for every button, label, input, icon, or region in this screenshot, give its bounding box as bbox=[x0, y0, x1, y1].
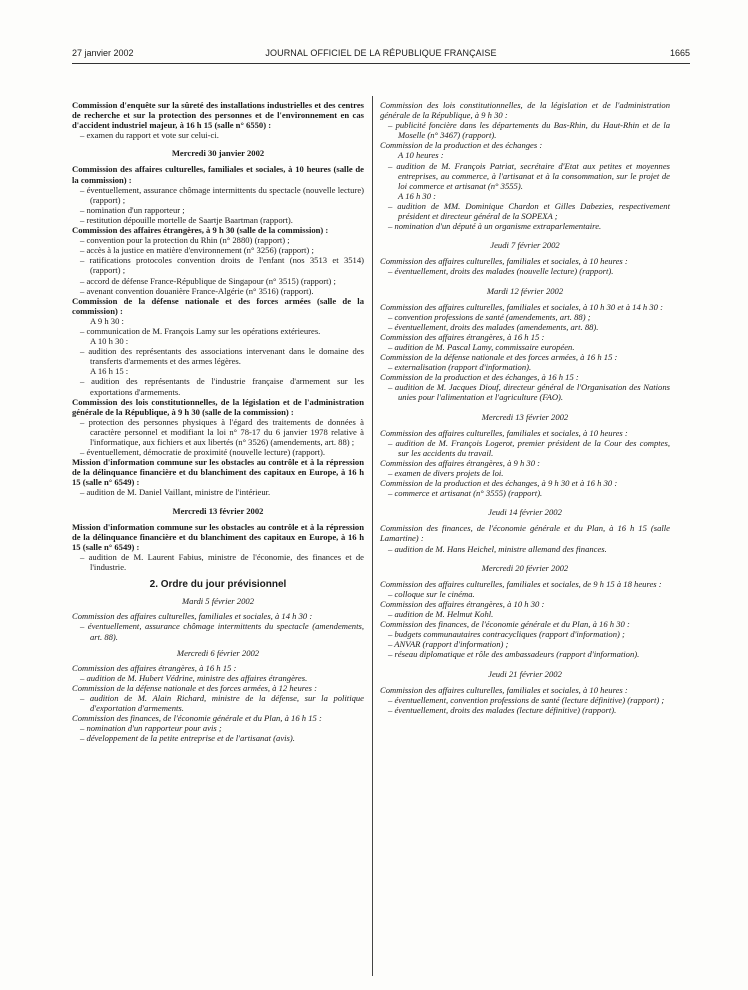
entry-items bbox=[72, 487, 364, 497]
agenda-item: – ANVAR (rapport d'information) ; bbox=[380, 639, 670, 649]
agenda-item: – éventuellement, démocratie de proximité (nouvelle lecture) (rapport). bbox=[72, 447, 364, 457]
entry-items bbox=[72, 621, 364, 641]
entry-affaires-culturelles: Commission des affaires culturelles, familiales et sociales, à 10 heures : bbox=[380, 427, 628, 438]
date-heading: Mardi 5 février 2002 bbox=[181, 596, 254, 607]
entry-items bbox=[380, 488, 670, 498]
journal-title: JOURNAL OFFICIEL DE LA RÉPUBLIQUE FRANÇAISE bbox=[265, 48, 497, 58]
agenda-item: – audition de MM. Dominique Chardon et Gilles Dabezies, respectivement président et directeur général de la SOPEXA ; bbox=[380, 201, 670, 221]
agenda-item: – accès à la justice en matière d'environnement (n° 3256) (rapport) ; bbox=[72, 245, 364, 255]
header-rule bbox=[72, 63, 690, 64]
entry-affaires-culturelles: Commission des affaires culturelles, familiales et sociales, à 10 heures : bbox=[380, 256, 628, 267]
section-heading: 2. Ordre du jour prévisionnel bbox=[149, 579, 287, 591]
agenda-item: – budgets communautaires contracycliques (rapport d'information) ; bbox=[380, 629, 670, 639]
entry-items bbox=[380, 609, 670, 619]
time-label: A 16 h 15 : bbox=[90, 366, 129, 377]
header-date: 27 janvier 2002 bbox=[72, 48, 134, 58]
entry-defense: Commission de la défense nationale et des forces armées, à 12 heures : bbox=[72, 682, 317, 693]
agenda-item: – audition de M. Daniel Vaillant, ministre de l'intérieur. bbox=[72, 487, 364, 497]
left-column bbox=[72, 100, 364, 743]
entry-affaires-etrangeres: Commission des affaires étrangères, à 9 h 30 : bbox=[380, 457, 541, 468]
agenda-item: – publicité foncière dans les départements du Bas-Rhin, du Haut-Rhin et de la Moselle (n° 3467) (rapport). bbox=[380, 120, 670, 140]
time-label: A 16 h 30 : bbox=[398, 190, 437, 201]
agenda-item: – nomination d'un député à un organisme extraparlementaire. bbox=[380, 221, 670, 231]
agenda-item: – éventuellement, convention professions de santé (lecture définitive) (rapport) ; bbox=[380, 695, 670, 705]
agenda-item: – audition des représentants des associations intervenant dans le domaine des transferts d'armements et des armes légères. bbox=[72, 346, 364, 366]
entry-affaires-culturelles: Commission des affaires culturelles, familiales et sociales, de 9 h 15 à 18 heures : bbox=[380, 578, 662, 589]
agenda-item: – développement de la petite entreprise et de l'artisanat (avis). bbox=[72, 733, 364, 743]
page-header bbox=[72, 48, 690, 64]
agenda-item: – colloque sur le cinéma. bbox=[380, 589, 670, 599]
entry-items bbox=[72, 130, 364, 140]
entry-items bbox=[380, 266, 670, 276]
entry-items bbox=[380, 589, 670, 599]
agenda-item: – convention professions de santé (amendements, art. 88) ; bbox=[380, 312, 670, 322]
entry-items bbox=[380, 438, 670, 458]
agenda-item: – audition de M. Hubert Védrine, ministre des affaires étrangères. bbox=[72, 673, 364, 683]
agenda-item: – audition de M. Helmut Kohl. bbox=[380, 609, 670, 619]
entry-affaires-culturelles: Commission des affaires culturelles, familiales et sociales, à 14 h 30 : bbox=[72, 611, 313, 622]
entry-items bbox=[380, 201, 670, 231]
entry-items bbox=[380, 544, 670, 554]
entry-production: Commission de la production et des échanges : bbox=[380, 140, 543, 151]
entry-lois: Commission des lois constitutionnelles, de la législation et de l'administration générale de la République, à 9 h 30 (salle de la commission) : bbox=[72, 396, 364, 417]
date-heading: Mercredi 13 février 2002 bbox=[172, 505, 264, 516]
entry-items bbox=[380, 695, 670, 715]
agenda-item: – éventuellement, droits des malades (lecture définitive) (rapport). bbox=[380, 705, 670, 715]
entry-finances: Commission des finances, de l'économie générale et du Plan, à 16 h 15 (salle Lamartine) : bbox=[380, 523, 670, 544]
entry-defense: Commission de la défense nationale et des forces armées, à 16 h 15 : bbox=[380, 352, 618, 363]
entry-items bbox=[380, 362, 670, 372]
entry-affaires-etrangeres: Commission des affaires étrangères, à 16 h 15 : bbox=[72, 662, 237, 673]
entry-items bbox=[72, 346, 364, 366]
agenda-item: – restitution dépouille mortelle de Saartje Baartman (rapport). bbox=[72, 215, 364, 225]
date-heading: Mardi 12 février 2002 bbox=[486, 285, 564, 296]
agenda-item: – audition de M. Pascal Lamy, commissaire européen. bbox=[380, 342, 670, 352]
entry-affaires-culturelles: Commission des affaires culturelles, familiales et sociales, à 10 heures : bbox=[380, 684, 628, 695]
entry-items bbox=[380, 629, 670, 659]
agenda-item: – ratifications protocoles convention droits de l'enfant (nos 3513 et 3514) (rapport) ; bbox=[72, 255, 364, 275]
entry-production: Commission de la production et des échanges, à 16 h 15 : bbox=[380, 372, 579, 383]
time-label: A 9 h 30 : bbox=[90, 315, 124, 326]
entry-items bbox=[72, 723, 364, 743]
right-column bbox=[380, 100, 670, 715]
date-heading: Mercredi 13 février 2002 bbox=[481, 411, 569, 422]
agenda-item: – examen du rapport et vote sur celui-ci. bbox=[72, 130, 364, 140]
agenda-item: – éventuellement, assurance chômage intermittents du spectacle (amendements, art. 88). bbox=[72, 621, 364, 641]
entry-defense: Commission de la défense nationale et des forces armées (salle de la commission) : bbox=[72, 295, 364, 316]
entry-mission-information: Mission d'information commune sur les obstacles au contrôle et à la répression de la délinquance financière et du blanchiment des capitaux en Europe, à 16 h 15 (salle n° 6549) : bbox=[72, 457, 364, 488]
agenda-item: – audition de M. Hans Heichel, ministre allemand des finances. bbox=[380, 544, 670, 554]
entry-items bbox=[380, 120, 670, 140]
entry-affaires-etrangeres: Commission des affaires étrangères, à 9 h 30 (salle de la commission) : bbox=[72, 225, 329, 236]
date-heading: Mercredi 6 février 2002 bbox=[176, 647, 260, 658]
agenda-item: – audition des représentants de l'industrie française d'armement sur les exportations d'armements. bbox=[72, 376, 364, 396]
entry-items bbox=[72, 673, 364, 683]
entry-items bbox=[380, 312, 670, 332]
date-heading: Jeudi 21 février 2002 bbox=[488, 668, 562, 679]
time-label: A 10 h 30 : bbox=[90, 336, 129, 347]
entry-items bbox=[72, 326, 364, 336]
agenda-item: – avenant convention douanière France-Algérie (n° 3516) (rapport). bbox=[72, 286, 364, 296]
page-number: 1665 bbox=[669, 48, 690, 58]
agenda-item: – réseau diplomatique et rôle des ambassadeurs (rapport d'information). bbox=[380, 649, 670, 659]
column-divider bbox=[372, 96, 373, 976]
agenda-item: – éventuellement, droits des malades (nouvelle lecture) (rapport). bbox=[380, 266, 670, 276]
agenda-item: – nomination d'un rapporteur pour avis ; bbox=[72, 723, 364, 733]
agenda-item: – examen de divers projets de loi. bbox=[380, 468, 670, 478]
agenda-item: – audition de M. François Logerot, premier président de la Cour des comptes, sur les accidents du travail. bbox=[380, 438, 670, 458]
entry-items bbox=[380, 161, 670, 191]
agenda-item: – éventuellement, assurance chômage intermittents du spectacle (nouvelle lecture) (rapport) ; bbox=[72, 185, 364, 205]
entry-affaires-culturelles: Commission des affaires culturelles, familiales et sociales, à 10 heures (salle de la commission) : bbox=[72, 164, 364, 185]
entry-items bbox=[380, 468, 670, 478]
entry-affaires-etrangeres: Commission des affaires étrangères, à 16 h 15 : bbox=[380, 331, 545, 342]
agenda-item: – nomination d'un rapporteur ; bbox=[72, 205, 364, 215]
time-label: A 10 heures : bbox=[398, 150, 444, 161]
agenda-item: – audition de M. Laurent Fabius, ministre de l'économie, des finances et de l'industrie. bbox=[72, 552, 364, 572]
date-heading: Jeudi 14 février 2002 bbox=[488, 507, 562, 518]
entry-items bbox=[380, 342, 670, 352]
agenda-item: – audition de M. Alain Richard, ministre de la défense, sur la politique d'exportation d'armements. bbox=[72, 693, 364, 713]
agenda-item: – communication de M. François Lamy sur les opérations extérieures. bbox=[72, 326, 364, 336]
date-heading: Jeudi 7 février 2002 bbox=[490, 240, 560, 251]
entry-items bbox=[380, 382, 670, 402]
agenda-item: – éventuellement, droits des malades (amendements, art. 88). bbox=[380, 322, 670, 332]
entry-items bbox=[72, 552, 364, 572]
entry-mission-information: Mission d'information commune sur les obstacles au contrôle et à la répression de la délinquance financière et du blanchiment des capitaux en Europe, à 16 h 15 (salle n° 6549) : bbox=[72, 521, 364, 552]
agenda-item: – audition de M. François Patriat, secrétaire d'Etat aux petites et moyennes entreprises, au commerce, à l'artisanat et à la consommation, sur le projet de loi commerce et artisanat (n° 3555). bbox=[380, 161, 670, 191]
entry-finances: Commission des finances, de l'économie générale et du Plan, à 16 h 30 : bbox=[380, 619, 630, 630]
entry-affaires-culturelles: Commission des affaires culturelles, familiales et sociales, à 10 h 30 et à 14 h 30 : bbox=[380, 301, 663, 312]
date-heading: Mercredi 30 janvier 2002 bbox=[171, 148, 265, 159]
entry-production: Commission de la production et des échanges, à 9 h 30 et à 16 h 30 : bbox=[380, 478, 618, 489]
entry-lois: Commission des lois constitutionnelles, de la législation et de l'administration générale de la République, à 9 h 30 : bbox=[380, 100, 670, 121]
agenda-item: – audition de M. Jacques Diouf, directeur général de l'Organisation des Nations unies pour l'alimentation et l'agriculture (FAO). bbox=[380, 382, 670, 402]
agenda-item: – externalisation (rapport d'information). bbox=[380, 362, 670, 372]
entry-items bbox=[72, 417, 364, 457]
date-heading: Mercredi 20 février 2002 bbox=[481, 562, 569, 573]
agenda-item: – convention pour la protection du Rhin (n° 2880) (rapport) ; bbox=[72, 235, 364, 245]
entry-items bbox=[72, 376, 364, 396]
entry-finances: Commission des finances, de l'économie générale et du Plan, à 16 h 15 : bbox=[72, 713, 322, 724]
agenda-item: – protection des personnes physiques à l'égard des traitements de données à caractère personnel et modifiant la loi n° 78-17 du 6 janvier 1978 relative à l'informatique, aux fichiers et aux libertés (n° 3526) (amendements, art. 88) ; bbox=[72, 417, 364, 447]
entry-commission-enquete: Commission d'enquête sur la sûreté des installations industrielles et des centres de recherche et sur la protection des personnes et de l'environnement en cas d'accident industriel majeur, à 16 h 15 (salle n° 6550) : bbox=[72, 100, 364, 131]
entry-items bbox=[72, 185, 364, 225]
agenda-item: – commerce et artisanat (n° 3555) (rapport). bbox=[380, 488, 670, 498]
entry-items bbox=[72, 693, 364, 713]
entry-affaires-etrangeres: Commission des affaires étrangères, à 10 h 30 : bbox=[380, 598, 545, 609]
agenda-item: – accord de défense France-République de Singapour (n° 3515) (rapport) ; bbox=[72, 276, 364, 286]
entry-items bbox=[72, 235, 364, 296]
